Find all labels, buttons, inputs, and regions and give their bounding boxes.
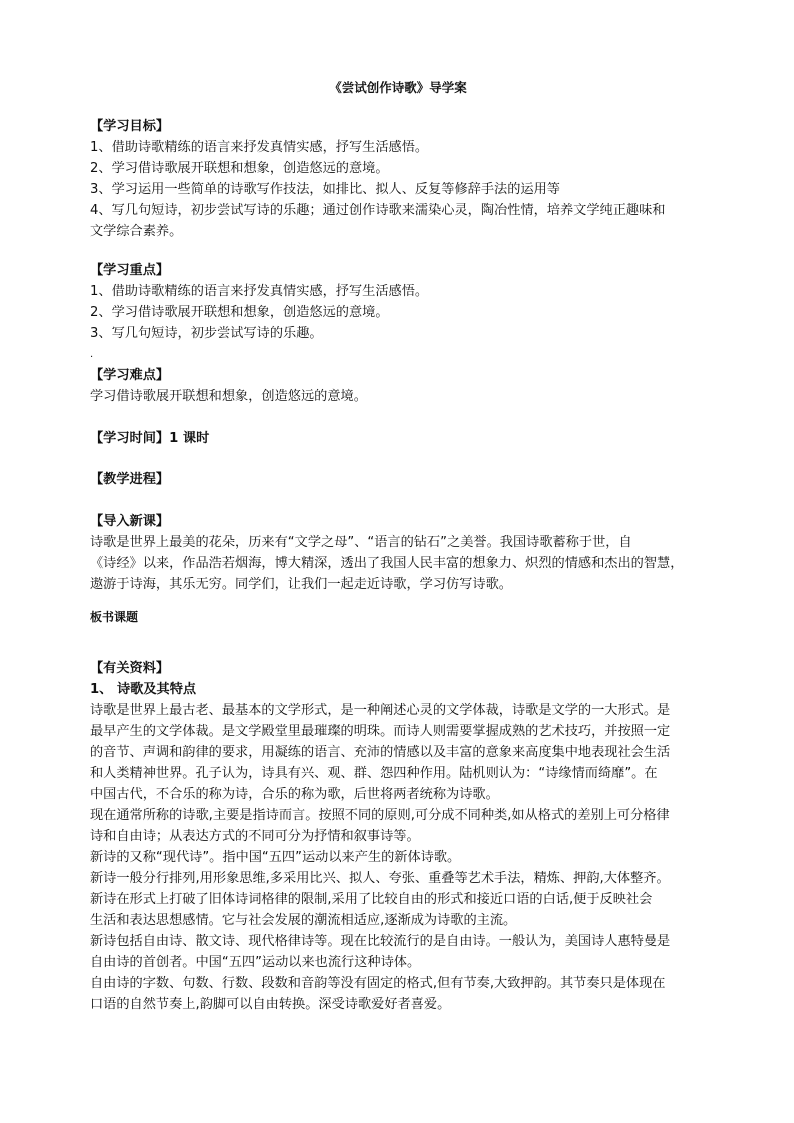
materials-line: 自由诗的首创者。中国“五四”运动以来也流行这种诗体。 xyxy=(90,955,421,970)
intro-line: 诗歌是世界上最美的花朵，历来有“文学之母”、“语言的钻石”之美誉。我国诗歌蓄称于世，自 xyxy=(90,535,632,550)
objectives-section xyxy=(90,116,706,242)
intro-heading: 【导入新课】 xyxy=(90,514,170,529)
materials-line: 新诗的又称“现代诗”。指中国“五四”运动以来产生的新体诗歌。 xyxy=(90,850,461,865)
process-section xyxy=(90,469,706,490)
time-section xyxy=(90,428,706,449)
materials-line: 中国古代，不合乐的称为诗，合乐的称为歌，后世将两者统称为诗歌。 xyxy=(90,787,499,802)
materials-subheading: 1、 诗歌及其特点 xyxy=(90,682,197,697)
materials-line: 最早产生的文学体裁。是文学殿堂里最璀璨的明珠。而诗人则需要掌握成熟的艺术技巧，并按照一定 xyxy=(90,724,671,739)
key-point-item: 2、学习借诗歌展开联想和想象，创造悠远的意境。 xyxy=(90,305,389,320)
difficulty-heading: 【学习难点】 xyxy=(90,368,170,383)
objective-item: 4、写几句短诗，初步尝试写诗的乐趣；通过创作诗歌来濡染心灵，陶冶性情，培养文学纯正趣味和 xyxy=(90,203,666,218)
board-title: 板书课题 xyxy=(90,610,139,624)
materials-line: 新诗一般分行排列,用形象思维,多采用比兴、拟人、夸张、重叠等艺术手法，精炼、押韵,大体整齐。 xyxy=(90,871,670,886)
materials-line: 诗和自由诗；从表达方式的不同可分为抒情和叙事诗等。 xyxy=(90,829,420,844)
key-points-section xyxy=(90,260,706,365)
process-heading: 【教学进程】 xyxy=(90,472,170,487)
intro-line: 《诗经》以来，作品浩若烟海，博大精深，透出了我国人民丰富的想象力、炽烈的情感和杰出的智慧， xyxy=(90,556,684,571)
key-points-heading: 【学习重点】 xyxy=(90,263,170,278)
intro-section xyxy=(90,511,706,595)
materials-line: 的音节、声调和韵律的要求，用凝练的语言、充沛的情感以及丰富的意象来高度集中地表现社会生活 xyxy=(90,745,671,760)
materials-line: 自由诗的字数、句数、行数、段数和音韵等没有固定的格式,但有节奏,大致押韵。其节奏只是体现在 xyxy=(90,976,666,991)
materials-section xyxy=(90,658,706,1015)
difficulty-text: 学习借诗歌展开联想和想象，创造悠远的意境。 xyxy=(90,389,367,404)
materials-line: 现在通常所称的诗歌,主要是指诗而言。按照不同的原则,可分成不同种类,如从格式的差别上可分格律 xyxy=(90,808,670,823)
objective-item: 文学综合素养。 xyxy=(90,224,183,239)
objective-item: 3、学习运用一些简单的诗歌写作技法，如排比、拟人、反复等修辞手法的运用等 xyxy=(90,182,560,197)
objective-item: 1、借助诗歌精练的语言来抒发真情实感，抒写生活感悟。 xyxy=(90,140,429,155)
stray-dot: . xyxy=(90,349,94,360)
materials-line: 口语的自然节奏上,韵脚可以自由转换。深受诗歌爱好者喜爱。 xyxy=(90,997,451,1012)
intro-line: 遨游于诗海，其乐无穷。同学们，让我们一起走近诗歌，学习仿写诗歌。 xyxy=(90,577,512,592)
key-point-item: 1、借助诗歌精练的语言来抒发真情实感，抒写生活感悟。 xyxy=(90,284,429,299)
materials-line: 新诗在形式上打破了旧体诗词格律的限制,采用了比较自由的形式和接近口语的白话,便于反映社会 xyxy=(90,892,653,907)
materials-heading: 【有关资料】 xyxy=(90,661,170,676)
objectives-heading: 【学习目标】 xyxy=(90,119,170,134)
difficulty-section xyxy=(90,365,706,407)
materials-line: 和人类精神世界。孔子认为，诗具有兴、观、群、怨四种作用。陆机则认为：“诗缘情而绮靡”。在 xyxy=(90,766,658,781)
time-heading: 【学习时间】1 课时 xyxy=(90,431,210,446)
board-section xyxy=(90,607,706,628)
objective-item: 2、学习借诗歌展开联想和想象，创造悠远的意境。 xyxy=(90,161,389,176)
materials-line: 诗歌是世界上最古老、最基本的文学形式，是一种阐述心灵的文学体裁，诗歌是文学的一大形式。是 xyxy=(90,703,671,718)
materials-line: 新诗包括自由诗、散文诗、现代格律诗等。现在比较流行的是自由诗。一般认为，美国诗人惠特曼是 xyxy=(90,934,671,949)
key-point-item: 3、写几句短诗，初步尝试写诗的乐趣。 xyxy=(90,326,323,341)
page-title: 《尝试创作诗歌》导学案 xyxy=(329,80,467,95)
materials-line: 生活和表达思想感情。它与社会发展的潮流相适应,逐渐成为诗歌的主流。 xyxy=(90,913,517,928)
